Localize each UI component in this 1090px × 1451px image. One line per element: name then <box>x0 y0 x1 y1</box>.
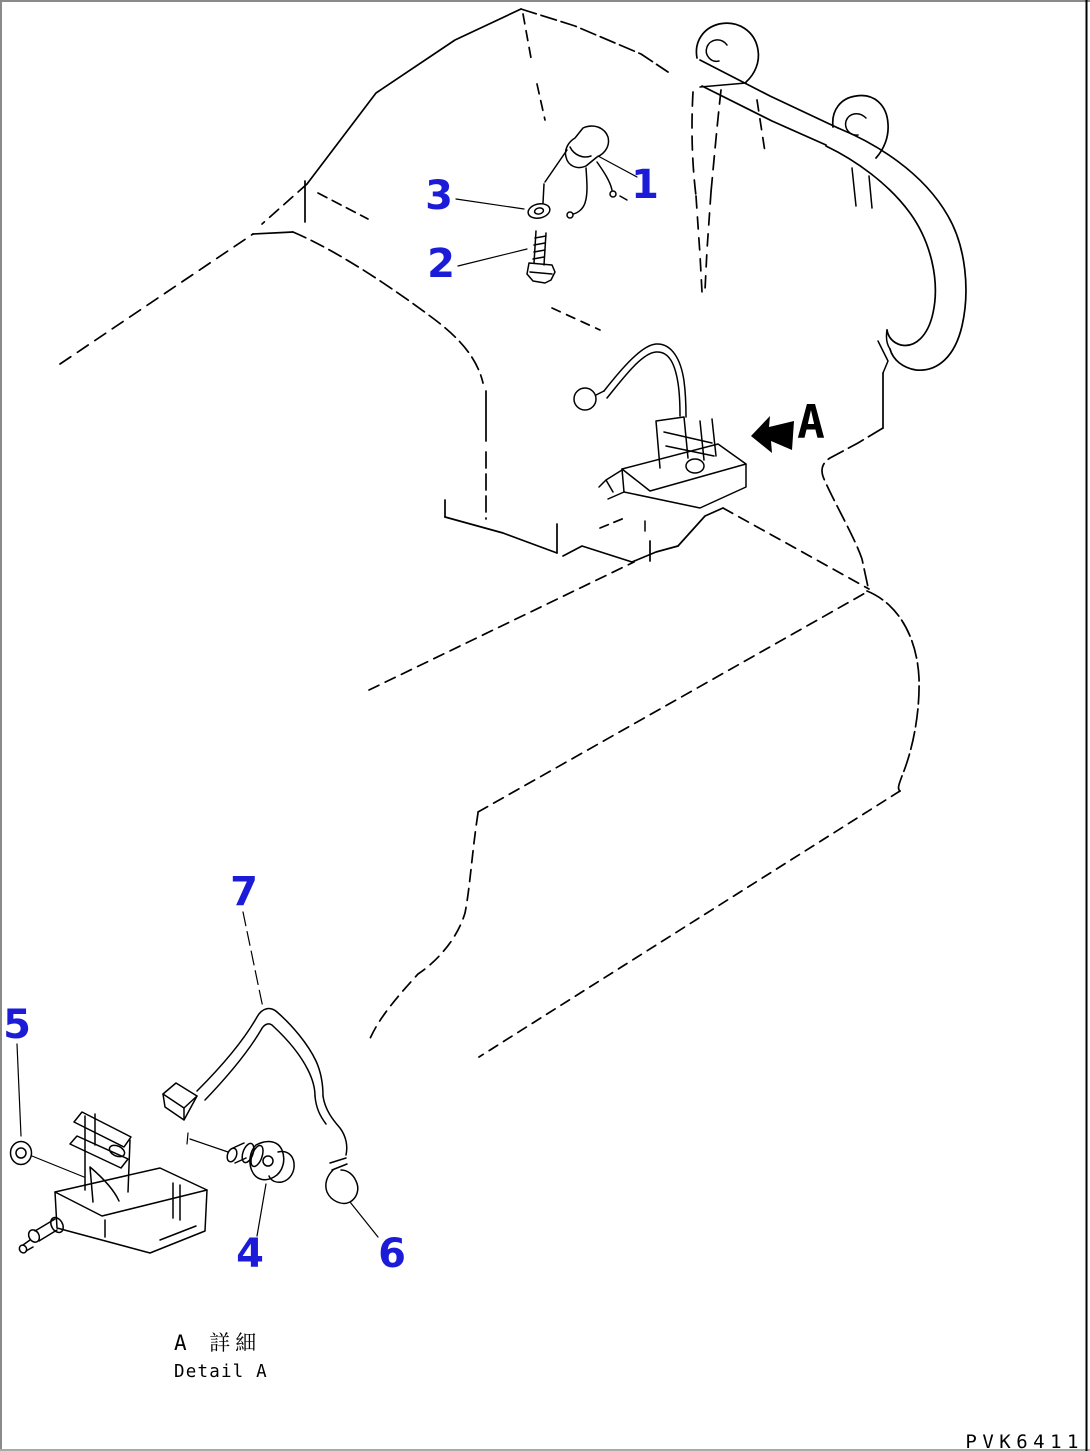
callout-2-label: 2 <box>427 241 455 287</box>
callout-labels <box>3 162 659 1277</box>
lower-body <box>369 562 919 1057</box>
callout-leader-lines <box>17 156 637 1237</box>
part-2-bolt-drawing <box>527 231 555 283</box>
callout-5-label: 5 <box>3 1002 31 1048</box>
actuator-assembly-drawing <box>574 344 746 531</box>
machine-rear-view-drawing <box>60 9 966 1057</box>
mounting-bracket-left <box>692 23 765 292</box>
left-cowl <box>60 232 486 519</box>
detail-a-drawing <box>11 1009 358 1255</box>
view-arrow-letter: A <box>797 395 825 449</box>
part-7-harness-drawing <box>163 1009 358 1204</box>
switch-bracket-drawing <box>18 1112 207 1254</box>
part-4-switch-drawing <box>225 1142 294 1183</box>
grab-handle <box>822 128 966 587</box>
detail-caption-english: Detail A <box>174 1362 268 1382</box>
part-1-sensor-drawing <box>543 126 627 218</box>
part-3-washer-drawing <box>527 202 551 220</box>
callout-7-label: 7 <box>230 869 258 915</box>
view-arrow-icon <box>751 416 794 453</box>
detail-caption-japanese: A 詳細 <box>174 1331 262 1355</box>
callout-1-label: 1 <box>631 162 659 208</box>
callout-4-label: 4 <box>236 1231 264 1277</box>
view-a-indicator <box>751 395 825 453</box>
captions <box>174 1331 1084 1451</box>
drawing-code: PVK6411 <box>965 1431 1084 1451</box>
part-5-washer-drawing <box>11 1142 32 1165</box>
callout-6-label: 6 <box>378 1231 406 1277</box>
callout-3-label: 3 <box>425 173 453 219</box>
